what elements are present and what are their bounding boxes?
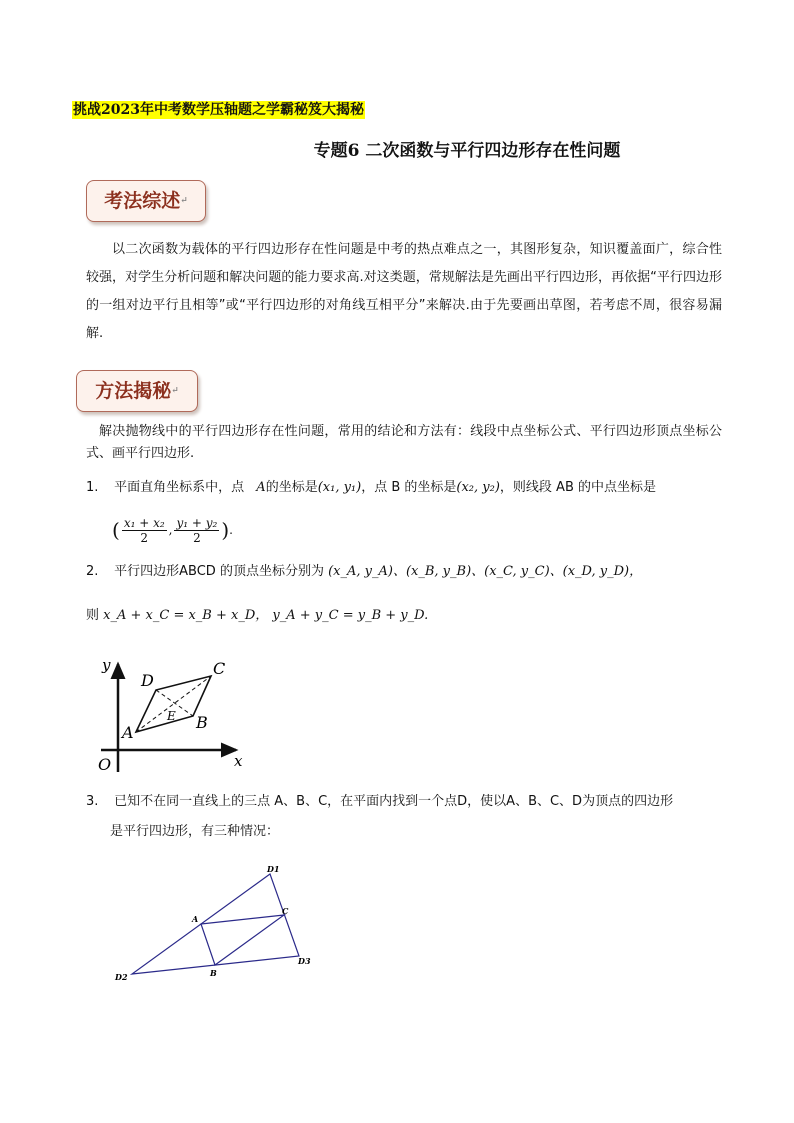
parallelogram-axes-figure	[96, 652, 246, 776]
list-item-three-cases	[86, 791, 726, 813]
list-item-vertex-formula	[86, 561, 726, 583]
vertex-label-c: C	[213, 659, 226, 678]
center-label-e: E	[167, 709, 176, 723]
item-text: ，点 B 的坐标是	[361, 480, 457, 495]
fraction-numerator: x₁ + x₂	[123, 515, 165, 530]
vertex-label-d: D	[141, 671, 154, 690]
point-label-d3: D3	[298, 956, 311, 966]
vertex-coordinates: (x_A, y_A)、(x_B, y_B)、(x_C, y_C)、(x_D, y_D)，	[328, 564, 643, 579]
item-text: ，则线段 AB 的中点坐标是	[499, 480, 656, 495]
list-item-three-cases-cont: 是平行四边形，有三种情况：	[110, 824, 280, 839]
coordinate: (x₁, y₁)	[317, 480, 362, 495]
origin-label: O	[98, 755, 112, 774]
fraction-denominator: 2	[193, 530, 201, 545]
midpoint-formula: ( $\frac{\text{x₁ + x₂}}{2}$ , $\frac{\text{y₁ + y₂}}{2}$ ) .	[112, 515, 233, 545]
section-heading-label: 方法揭秘	[95, 380, 172, 402]
item-text: 则	[86, 608, 100, 623]
fraction-denominator: 2	[140, 530, 149, 545]
point-label: A	[256, 480, 266, 495]
point-label-d1: D1	[267, 864, 280, 874]
section-heading-label: 考法综述	[104, 190, 181, 212]
item-text: 平面直角坐标系中，点	[114, 480, 245, 495]
vertex-label-a: A	[122, 723, 134, 742]
paragraph-mark-icon: ↵	[180, 196, 188, 206]
point-label-a: A	[192, 914, 199, 924]
overview-paragraph: 以二次函数为载体的平行四边形存在性问题是中考的热点难点之一，其图形复杂，知识覆盖面广，综合性较强，对学生分析问题和解决问题的能力要求高.对这类题，常规解法是先画出平行四边形，再依据“平行四边形的一组对边平行且相等”或“平行四边形的对角线互相平分”来解决.由于先要画出草图，若考虑不周，很容易漏解.	[86, 242, 722, 341]
point-label-c: C	[282, 906, 289, 916]
methods-paragraph: 解决抛物线中的平行四边形存在性问题，常用的结论和方法有：线段中点坐标公式、平行四边形顶点坐标公式、画平行四边形.	[86, 424, 722, 461]
series-banner: 挑战2023年中考数学压轴题之学霸秘笈大揭秘	[73, 102, 364, 118]
vertex-label-b: B	[196, 713, 208, 732]
point-label-d2: D2	[115, 972, 128, 982]
item-text: 已知不在同一直线上的三点 A、B、C，在平面内找到一个点D，使以A、B、C、D为顶点的四边形	[114, 794, 674, 809]
list-number: 2.	[86, 564, 99, 579]
y-axis-label: y	[102, 656, 111, 674]
item-text: 的坐标是	[265, 480, 318, 495]
three-parallelograms-figure	[112, 860, 322, 986]
item-text: 平行四边形ABCD 的顶点坐标分别为	[114, 564, 324, 579]
paragraph-mark-icon: ↵	[171, 386, 179, 396]
section-heading-overview	[86, 180, 206, 222]
x-axis-label: x	[234, 752, 243, 770]
coordinate: (x₂, y₂)	[456, 480, 500, 495]
vertex-formula: x_A + x_C = x_B + x_D， y_A + y_C = y_B + y_D.	[103, 608, 429, 623]
list-item-midpoint	[86, 477, 726, 499]
point-label-b: B	[210, 968, 217, 978]
section-heading-methods	[76, 370, 198, 412]
fraction-numerator: y₁ + y₂	[176, 515, 218, 530]
page-title: 专题6 二次函数与平行四边形存在性问题	[313, 141, 621, 161]
vertex-formula-line	[86, 605, 726, 627]
list-number: 1.	[86, 480, 99, 495]
list-number: 3.	[86, 794, 99, 809]
